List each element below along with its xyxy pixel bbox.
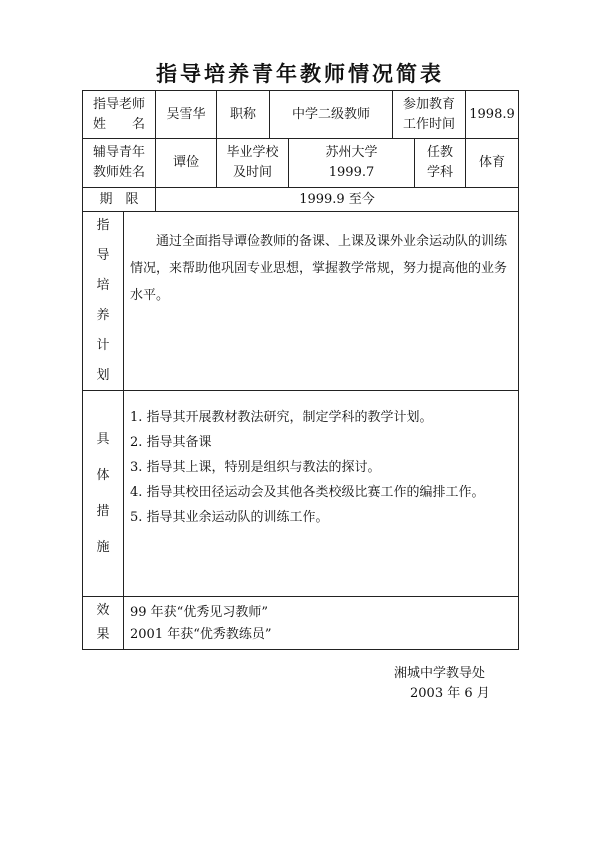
mentor-name-label: 指导老师 姓 名 bbox=[82, 90, 156, 139]
period-label: 期 限 bbox=[82, 187, 156, 212]
list-item: 2001 年获“优秀教练员” bbox=[130, 627, 272, 642]
graduation-value: 苏州大学 1999.7 bbox=[288, 138, 415, 188]
measures-label: 具 体 措 施 bbox=[82, 390, 124, 597]
issuing-office: 湘城中学教导处 bbox=[394, 666, 486, 681]
page-title: 指导培养青年教师情况简表 bbox=[156, 62, 444, 86]
list-item: 4. 指导其校田径运动会及其他各类校级比赛工作的编排工作。 bbox=[130, 485, 485, 500]
plan-label: 指 导 培 养 计 划 bbox=[82, 211, 124, 391]
graduation-label: 毕业学校 及时间 bbox=[216, 138, 289, 188]
list-item: 2. 指导其备课 bbox=[130, 435, 212, 450]
issue-date: 2003 年 6 月 bbox=[410, 686, 490, 701]
teaching-start-value: 1998.9 bbox=[465, 90, 519, 139]
subject-value: 体育 bbox=[465, 138, 519, 188]
measures-list bbox=[130, 405, 485, 530]
mentor-title-label: 职称 bbox=[216, 90, 270, 139]
list-item: 1. 指导其开展教材教法研究，制定学科的教学计划。 bbox=[130, 410, 433, 425]
results-label: 效 果 bbox=[82, 596, 124, 650]
mentee-name-label: 辅导青年 教师姓名 bbox=[82, 138, 156, 188]
results-list bbox=[130, 602, 272, 646]
mentor-title-value: 中学二级教师 bbox=[269, 90, 393, 139]
teaching-start-label: 参加教育 工作时间 bbox=[392, 90, 466, 139]
list-item: 5. 指导其业余运动队的训练工作。 bbox=[130, 510, 329, 525]
list-item: 99 年获“优秀见习教师” bbox=[130, 605, 268, 620]
results-content bbox=[123, 596, 519, 650]
plan-text: 通过全面指导谭俭教师的备课、上课及课外业余运动队的训练情况，来帮助他巩固专业思想，掌握教学常规，努力提高他的业务水平。 bbox=[130, 234, 508, 303]
measures-content bbox=[123, 390, 519, 597]
mentor-name-value: 吴雪华 bbox=[155, 90, 217, 139]
list-item: 3. 指导其上课，特别是组织与教法的探讨。 bbox=[130, 460, 381, 475]
plan-content bbox=[123, 211, 519, 391]
subject-label: 任教 学科 bbox=[414, 138, 466, 188]
mentee-name-value: 谭俭 bbox=[155, 138, 217, 188]
period-value: 1999.9 至今 bbox=[155, 187, 519, 212]
